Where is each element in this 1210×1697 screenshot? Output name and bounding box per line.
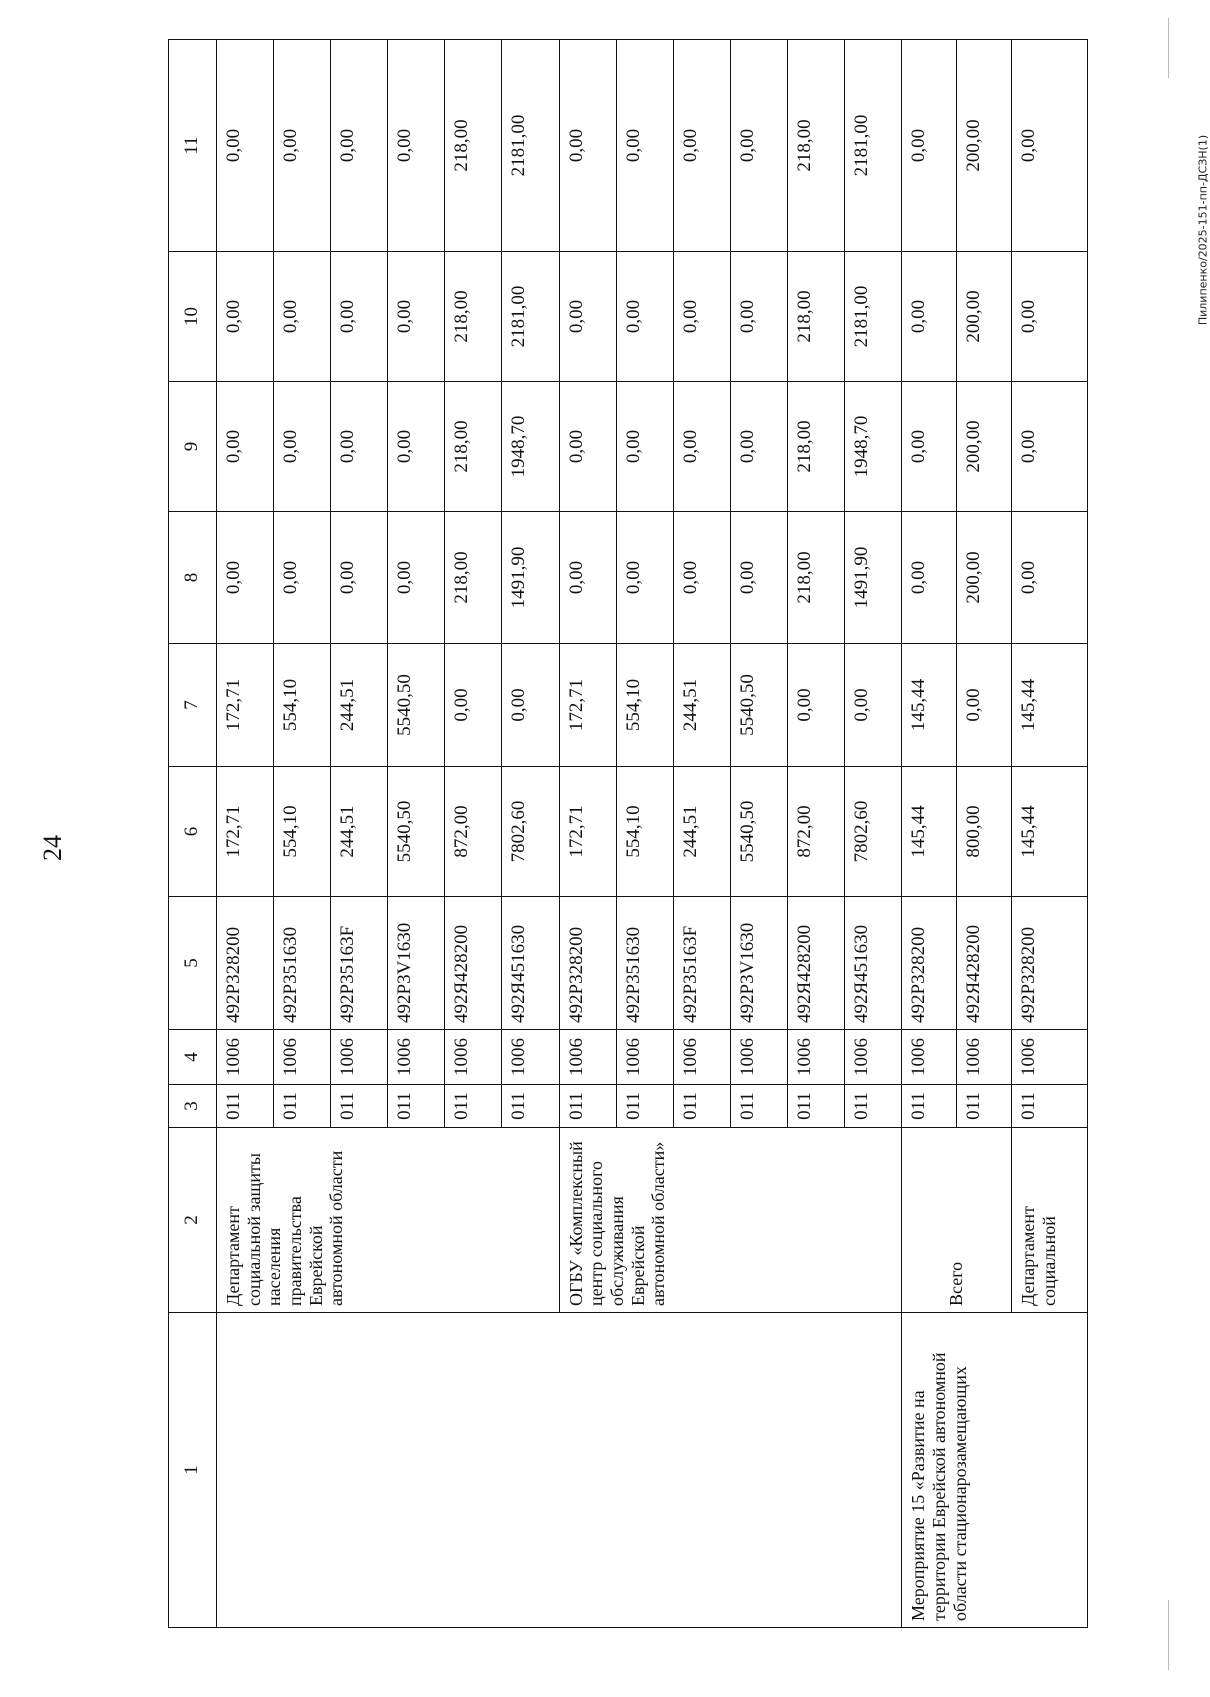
table-cell: 0,00 — [902, 40, 957, 252]
table-cell: 011 — [502, 1085, 559, 1128]
table-cell: 011 — [331, 1085, 388, 1128]
table-cell: 172,71 — [216, 767, 273, 897]
table-cell: 0,00 — [1012, 40, 1088, 252]
table-cell: 1006 — [788, 1030, 845, 1085]
table-cell: 554,10 — [274, 767, 331, 897]
table-cell: 2181,00 — [502, 252, 559, 382]
table-cell: 1948,70 — [502, 382, 559, 512]
table-cell: 0,00 — [216, 512, 273, 644]
table-cell: 218,00 — [445, 40, 502, 252]
table-cell: 0,00 — [616, 40, 673, 252]
table-cell: 554,10 — [616, 644, 673, 767]
table-cell: 1006 — [1012, 1030, 1088, 1085]
header-cell: 8 — [169, 512, 217, 644]
header-cell: 2 — [169, 1128, 217, 1313]
table-cell: 1006 — [845, 1030, 902, 1085]
table-cell: 1006 — [730, 1030, 787, 1085]
measure-15-cell: Мероприятие 15 «Развитие на территории Еврейской автономной области стационарозамещающих — [902, 1313, 1088, 1628]
table-cell: 200,00 — [957, 382, 1012, 512]
table-cell: 244,51 — [673, 644, 730, 767]
table-cell: 2181,00 — [845, 40, 902, 252]
table-cell: 0,00 — [673, 382, 730, 512]
executor-cell: Департамент социальной — [1012, 1128, 1088, 1313]
table-cell: 0,00 — [902, 512, 957, 644]
table-cell: 0,00 — [673, 512, 730, 644]
table-cell: 011 — [559, 1085, 616, 1128]
table-cell: 554,10 — [616, 767, 673, 897]
table-cell: 800,00 — [957, 767, 1012, 897]
header-cell: 7 — [169, 644, 217, 767]
table-cell: 0,00 — [1012, 512, 1088, 644]
table-cell: 1491,90 — [502, 512, 559, 644]
table-cell: 0,00 — [730, 512, 787, 644]
table-cell: 011 — [788, 1085, 845, 1128]
table-cell: 0,00 — [559, 252, 616, 382]
table-cell: 0,00 — [559, 512, 616, 644]
table-cell: 145,44 — [902, 644, 957, 767]
executor-cell: Департамент социальной защиты населения правительства Еврейской автономной области — [216, 1128, 559, 1313]
table-cell: 1006 — [388, 1030, 445, 1085]
table-cell: 492Р351630 — [274, 897, 331, 1030]
measure-cell-empty — [216, 1313, 901, 1628]
table-cell: 145,44 — [902, 767, 957, 897]
table-cell: 0,00 — [331, 252, 388, 382]
table-cell: 011 — [730, 1085, 787, 1128]
table-row — [216, 40, 273, 1628]
table-cell: 492Я428200 — [445, 897, 502, 1030]
table-cell: 0,00 — [673, 252, 730, 382]
table-cell: 0,00 — [616, 252, 673, 382]
table-cell: 492Я428200 — [788, 897, 845, 1030]
header-row — [169, 40, 217, 1628]
table-cell: 5540,50 — [388, 767, 445, 897]
table-cell: 0,00 — [274, 40, 331, 252]
table-cell: 172,71 — [216, 644, 273, 767]
table-cell: 011 — [216, 1085, 273, 1128]
table-cell: 492Р3V1630 — [730, 897, 787, 1030]
table-cell: 244,51 — [331, 644, 388, 767]
table-cell: 244,51 — [673, 767, 730, 897]
table-cell: 5540,50 — [730, 644, 787, 767]
table-cell: 0,00 — [331, 512, 388, 644]
table-cell: 218,00 — [788, 252, 845, 382]
table-cell: 1006 — [902, 1030, 957, 1085]
table-cell: 492Р35163F — [673, 897, 730, 1030]
budget-table — [168, 39, 1088, 1628]
table-cell: 2181,00 — [502, 40, 559, 252]
table-cell: 0,00 — [331, 382, 388, 512]
table-cell: 492Р328200 — [559, 897, 616, 1030]
table-cell: 1006 — [957, 1030, 1012, 1085]
table-cell: 011 — [616, 1085, 673, 1128]
table-cell: 0,00 — [1012, 382, 1088, 512]
table-cell: 0,00 — [845, 644, 902, 767]
table-cell: 200,00 — [957, 40, 1012, 252]
table-cell: 0,00 — [616, 382, 673, 512]
table-cell: 0,00 — [216, 252, 273, 382]
page-number: 24 — [38, 835, 67, 861]
header-cell: 5 — [169, 897, 217, 1030]
table-cell: 0,00 — [616, 512, 673, 644]
table-cell: 0,00 — [274, 252, 331, 382]
table-cell: 1006 — [559, 1030, 616, 1085]
table-cell: 145,44 — [1012, 767, 1088, 897]
table-cell: 0,00 — [673, 40, 730, 252]
table-cell: 0,00 — [331, 40, 388, 252]
table-cell: 218,00 — [445, 512, 502, 644]
total-label-cell: Всего — [902, 1128, 1012, 1313]
table-cell: 011 — [388, 1085, 445, 1128]
table-cell: 0,00 — [788, 644, 845, 767]
header-cell: 4 — [169, 1030, 217, 1085]
table-cell: 0,00 — [730, 382, 787, 512]
table-cell: 0,00 — [216, 382, 273, 512]
table-cell: 011 — [845, 1085, 902, 1128]
table-cell: 0,00 — [902, 382, 957, 512]
table-cell: 1491,90 — [845, 512, 902, 644]
header-cell: 10 — [169, 252, 217, 382]
document-code: Пилипенко/2025-151-пп-ДСЗН(1) — [1196, 134, 1210, 326]
header-cell: 11 — [169, 40, 217, 252]
table-cell: 218,00 — [788, 382, 845, 512]
table-cell: 0,00 — [216, 40, 273, 252]
table-cell: 1006 — [502, 1030, 559, 1085]
table-cell: 492Я428200 — [957, 897, 1012, 1030]
table-cell: 1006 — [331, 1030, 388, 1085]
table-cell: 492Я451630 — [502, 897, 559, 1030]
table-cell: 492Я451630 — [845, 897, 902, 1030]
table-cell: 200,00 — [957, 252, 1012, 382]
table-cell: 7802,60 — [845, 767, 902, 897]
table-cell: 492Р328200 — [216, 897, 273, 1030]
table-cell: 0,00 — [957, 644, 1012, 767]
table-cell: 872,00 — [445, 767, 502, 897]
executor-cell: ОГБУ «Комплексный центр социального обслуживания Еврейской автономной области» — [559, 1128, 902, 1313]
table-cell: 7802,60 — [502, 767, 559, 897]
table-cell: 1006 — [216, 1030, 273, 1085]
table-cell: 0,00 — [730, 40, 787, 252]
table-cell: 218,00 — [788, 40, 845, 252]
table-cell: 2181,00 — [845, 252, 902, 382]
table-cell: 872,00 — [788, 767, 845, 897]
table-cell: 5540,50 — [730, 767, 787, 897]
table-cell: 011 — [274, 1085, 331, 1128]
table-cell: 011 — [673, 1085, 730, 1128]
table-cell: 218,00 — [788, 512, 845, 644]
table-cell: 011 — [445, 1085, 502, 1128]
table-cell: 145,44 — [1012, 644, 1088, 767]
table-cell: 1006 — [673, 1030, 730, 1085]
table-cell: 0,00 — [445, 644, 502, 767]
table-cell: 200,00 — [957, 512, 1012, 644]
table-cell: 0,00 — [559, 382, 616, 512]
table-cell: 0,00 — [274, 512, 331, 644]
table-cell: 0,00 — [388, 382, 445, 512]
table-row — [902, 40, 957, 1628]
table-cell: 1006 — [616, 1030, 673, 1085]
table-cell: 492Р328200 — [1012, 897, 1088, 1030]
table-cell: 244,51 — [331, 767, 388, 897]
table-cell: 0,00 — [559, 40, 616, 252]
table-cell: 218,00 — [445, 252, 502, 382]
table-cell: 172,71 — [559, 644, 616, 767]
table-cell: 554,10 — [274, 644, 331, 767]
table-cell: 0,00 — [388, 512, 445, 644]
table-cell: 0,00 — [274, 382, 331, 512]
table-cell: 0,00 — [730, 252, 787, 382]
header-cell: 1 — [169, 1313, 217, 1628]
scan-edge-mark — [1168, 1600, 1169, 1670]
table-cell: 492Р328200 — [902, 897, 957, 1030]
table-cell: 172,71 — [559, 767, 616, 897]
table-cell: 011 — [1012, 1085, 1088, 1128]
table-cell: 0,00 — [388, 252, 445, 382]
table-cell: 492Р351630 — [616, 897, 673, 1030]
table-cell: 492Р3V1630 — [388, 897, 445, 1030]
table-cell: 5540,50 — [388, 644, 445, 767]
table-cell: 011 — [902, 1085, 957, 1128]
rotated-table-wrapper — [168, 40, 1088, 1628]
table-cell: 218,00 — [445, 382, 502, 512]
header-cell: 6 — [169, 767, 217, 897]
header-cell: 3 — [169, 1085, 217, 1128]
table-cell: 0,00 — [902, 252, 957, 382]
table-cell: 011 — [957, 1085, 1012, 1128]
table-cell: 1948,70 — [845, 382, 902, 512]
table-cell: 0,00 — [1012, 252, 1088, 382]
scan-edge-mark — [1168, 18, 1169, 78]
table-cell: 0,00 — [502, 644, 559, 767]
table-cell: 1006 — [274, 1030, 331, 1085]
table-cell: 0,00 — [388, 40, 445, 252]
header-cell: 9 — [169, 382, 217, 512]
table-cell: 492Р35163F — [331, 897, 388, 1030]
table-cell: 1006 — [445, 1030, 502, 1085]
